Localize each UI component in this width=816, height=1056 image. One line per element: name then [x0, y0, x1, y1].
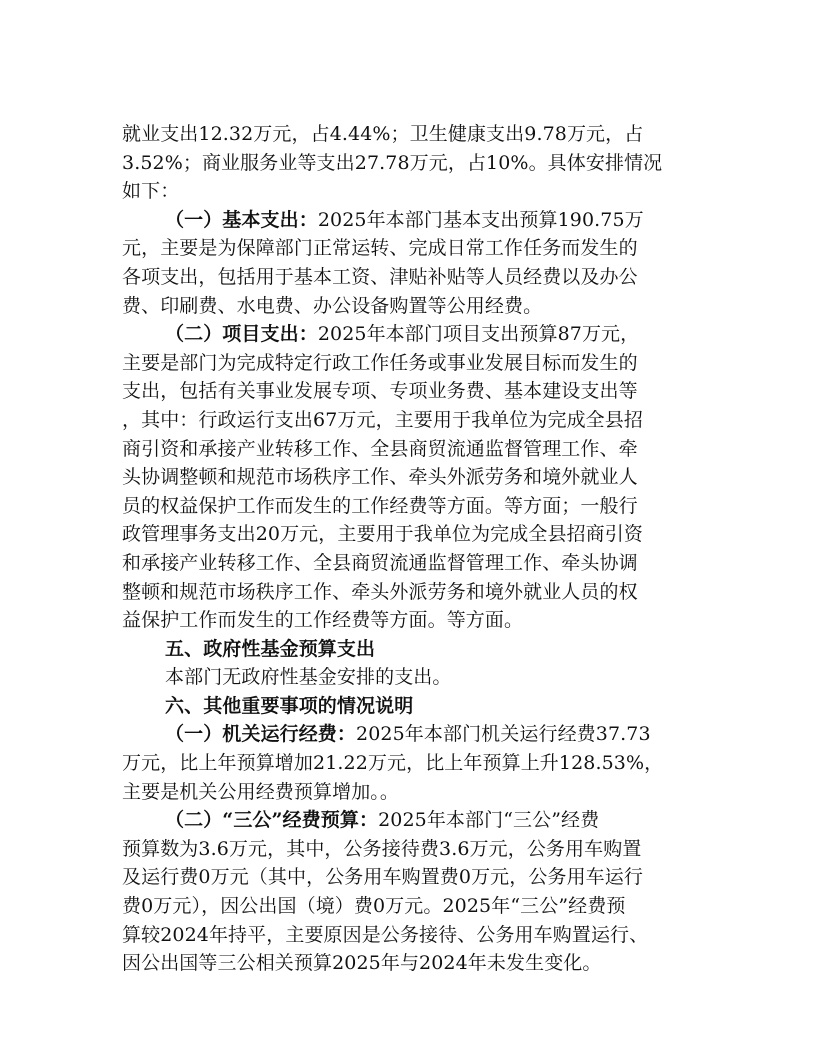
bold-lead: （一）机关运行经费：: [165, 723, 357, 746]
line-text: 2025年本部门项目支出预算87万元，: [317, 323, 640, 346]
line-text: 万元，比上年预算增加21.22万元，比上年预算上升128.53%，: [122, 752, 664, 775]
document-page: [122, 120, 697, 978]
bold-lead: （二）项目支出：: [165, 323, 318, 346]
line-text: 2025年本部门机关运行经费37.73: [356, 723, 651, 746]
section-heading-six: [122, 692, 697, 721]
line-text: 算较2024年持平，主要原因是公务接待、公务用车购置运行、: [122, 923, 649, 946]
text-line: [122, 149, 697, 178]
line-text: 支出，包括有关事业发展专项、专项业务费、基本建设支出等: [122, 380, 638, 403]
bold-lead: （二）“三公”经费预算：: [165, 809, 379, 832]
text-line: [122, 463, 697, 492]
text-line: [122, 377, 697, 406]
text-line: [122, 234, 697, 263]
bold-lead: （一）基本支出：: [165, 208, 318, 231]
line-text: 整顿和规范市场秩序工作、牵头外派劳务和境外就业人员的权: [122, 580, 638, 603]
text-line: [122, 492, 697, 521]
line-text: 商引资和承接产业转移工作、全县商贸流通监督管理工作、牵: [122, 437, 638, 460]
line-text: 员的权益保护工作而发生的工作经费等方面。等方面；一般行: [122, 494, 638, 517]
line-text: 主要是机关公用经费预算增加。。: [122, 780, 400, 803]
section-heading-line: [122, 806, 697, 835]
text-line: [122, 292, 697, 321]
text-line: [122, 949, 697, 978]
text-line: [122, 520, 697, 549]
line-text: 各项支出，包括用于基本工资、津贴补贴等人员经费以及办公: [122, 265, 638, 288]
text-line: [122, 663, 697, 692]
line-text: 2025年本部门“三公”经费: [378, 809, 600, 832]
line-text: 本部门无政府性基金安排的支出。: [165, 666, 452, 689]
section-heading-line: [122, 206, 697, 235]
text-line: [122, 406, 697, 435]
line-text: 费、印刷费、水电费、办公设备购置等公用经费。: [122, 294, 543, 317]
line-text: 和承接产业转移工作、全县商贸流通监督管理工作、牵头协调: [122, 551, 638, 574]
text-line: [122, 578, 697, 607]
line-text: 如下：: [122, 180, 180, 203]
section-heading-five: [122, 635, 697, 664]
line-text: 2025年本部门基本支出预算190.75万: [317, 208, 644, 231]
line-text: 益保护工作而发生的工作经费等方面。等方面。: [122, 609, 524, 632]
text-line: [122, 435, 697, 464]
text-line: [122, 835, 697, 864]
line-text: 预算数为3.6万元，其中，公务接待费3.6万元，公务用车购置: [122, 837, 642, 860]
line-text: 及运行费0万元（其中，公务用车购置费0万元，公务用车运行: [122, 866, 643, 889]
text-line: [122, 892, 697, 921]
text-line: [122, 778, 697, 807]
line-text: 因公出国等三公相关预算2025年与2024年未发生变化。: [122, 952, 602, 975]
text-line: [122, 349, 697, 378]
line-text: 政管理事务支出20万元，主要用于我单位为完成全县招商引资: [122, 523, 643, 546]
section-heading-line: [122, 720, 697, 749]
text-line: [122, 549, 697, 578]
bold-lead: 五、政府性基金预算支出: [165, 637, 376, 660]
line-text: 3.52%；商业服务业等支出27.78万元，占10%。具体安排情况: [122, 151, 663, 174]
line-text: 主要是部门为完成特定行政工作任务或事业发展目标而发生的: [122, 351, 638, 374]
section-heading-line: [122, 320, 697, 349]
line-text: 费0万元），因公出国（境）费0万元。2025年“三公”经费预: [122, 895, 626, 918]
text-line: [122, 921, 697, 950]
text-line: [122, 606, 697, 635]
text-line: [122, 263, 697, 292]
text-line: [122, 749, 697, 778]
bold-lead: 六、其他重要事项的情况说明: [165, 694, 414, 717]
text-line: [122, 120, 697, 149]
line-text: 就业支出12.32万元，占4.44%；卫生健康支出9.78万元，占: [122, 123, 644, 145]
text-line: [122, 863, 697, 892]
text-line: [122, 177, 697, 206]
line-text: 元，主要是为保障部门正常运转、完成日常工作任务而发生的: [122, 237, 638, 260]
line-text: ，其中：行政运行支出67万元，主要用于我单位为完成全县招: [122, 408, 643, 431]
line-text: 头协调整顿和规范市场秩序工作、牵头外派劳务和境外就业人: [122, 466, 638, 489]
